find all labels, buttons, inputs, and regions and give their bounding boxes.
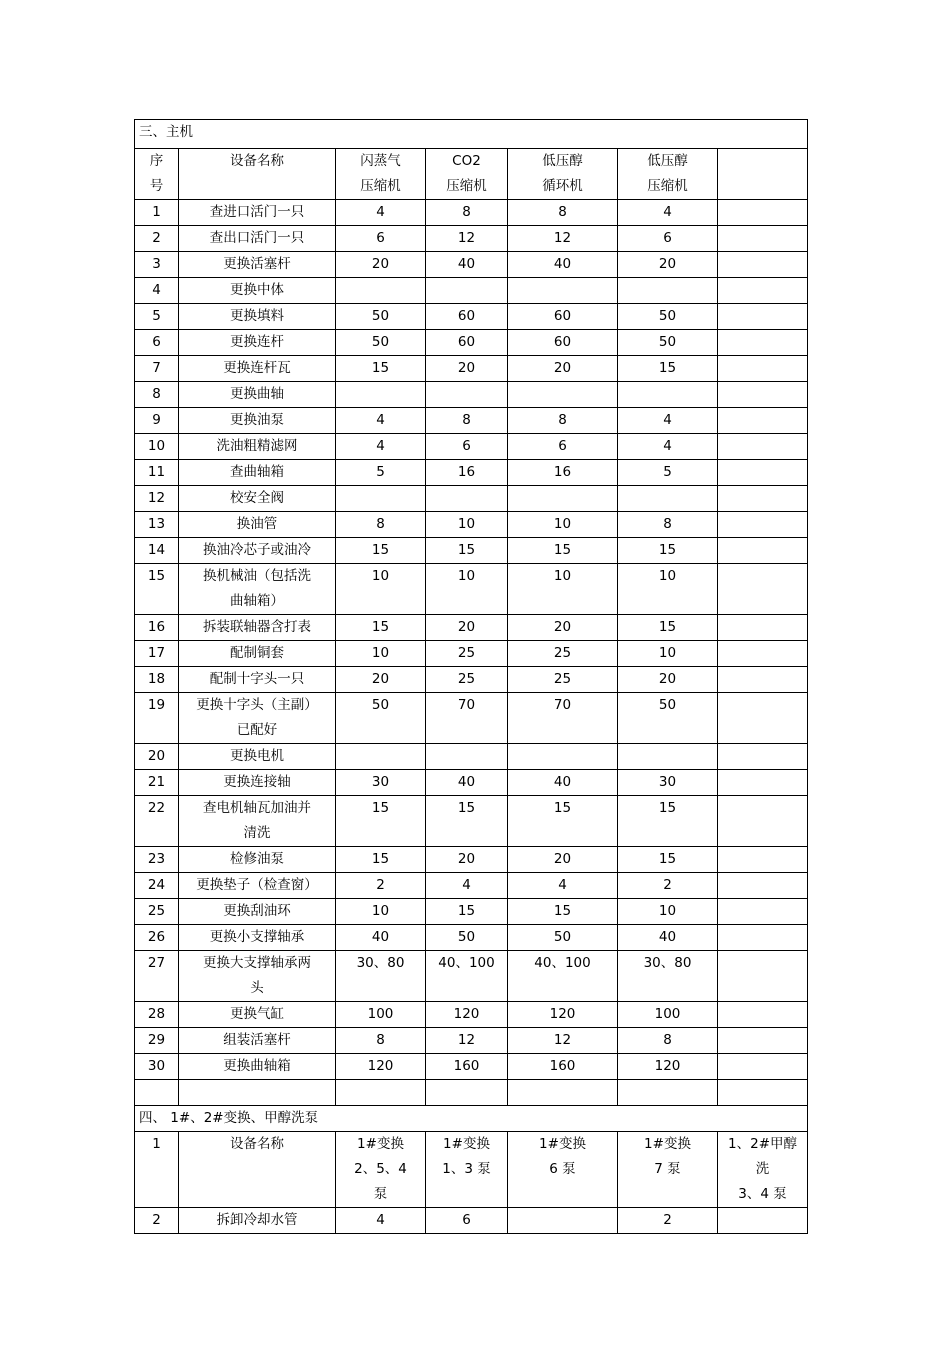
col1-cell: 120	[336, 1054, 426, 1080]
col5-cell	[718, 873, 808, 899]
col1-cell: 10	[336, 899, 426, 925]
col3-cell: 8	[508, 200, 618, 226]
col1-cell: 15	[336, 356, 426, 382]
col3-cell: 10	[508, 512, 618, 538]
col4-cell: 50	[618, 330, 718, 356]
seq-cell: 19	[135, 693, 179, 744]
equipment-name-cell: 校安全阀	[179, 486, 336, 512]
col3-cell: 15	[508, 538, 618, 564]
section-4-title: 四、 1#、2#变换、甲醇洗泵	[135, 1106, 808, 1132]
col2-cell: 6	[426, 1208, 508, 1234]
table-row	[135, 512, 808, 538]
col2-cell: 15	[426, 899, 508, 925]
col2-cell: 25	[426, 667, 508, 693]
col3-cell	[508, 382, 618, 408]
col3-cell: 60	[508, 304, 618, 330]
table-row	[135, 226, 808, 252]
col2-cell: 40、100	[426, 951, 508, 1002]
col5-cell	[718, 486, 808, 512]
equipment-name-cell: 更换连杆	[179, 330, 336, 356]
col4-cell: 8	[618, 1028, 718, 1054]
col4-cell: 120	[618, 1054, 718, 1080]
equipment-name-cell: 查进口活门一只	[179, 200, 336, 226]
seq-cell: 3	[135, 252, 179, 278]
col3-cell: 1#变换 6 泵	[508, 1132, 618, 1208]
col4-cell: 15	[618, 847, 718, 873]
col2-cell: 16	[426, 460, 508, 486]
col5-cell	[718, 460, 808, 486]
col2-cell: 40	[426, 770, 508, 796]
seq-cell: 27	[135, 951, 179, 1002]
col4-cell: 10	[618, 899, 718, 925]
equipment-name-cell: 拆装联轴器含打表	[179, 615, 336, 641]
col2-cell: 60	[426, 330, 508, 356]
col3-cell: 40、100	[508, 951, 618, 1002]
col5-cell	[718, 356, 808, 382]
equipment-name-cell: 更换小支撑轴承	[179, 925, 336, 951]
col5-cell	[718, 847, 808, 873]
table-row	[135, 252, 808, 278]
col2-cell	[426, 1080, 508, 1106]
col1-cell	[336, 278, 426, 304]
seq-cell	[135, 1080, 179, 1106]
col3-cell: 25	[508, 667, 618, 693]
seq-cell: 17	[135, 641, 179, 667]
col3-cell	[508, 1208, 618, 1234]
seq-cell: 29	[135, 1028, 179, 1054]
seq-cell: 2	[135, 226, 179, 252]
col4-cell: 30	[618, 770, 718, 796]
col3-cell	[508, 278, 618, 304]
seq-cell: 14	[135, 538, 179, 564]
col3-cell: 8	[508, 408, 618, 434]
seq-cell: 7	[135, 356, 179, 382]
equipment-name-cell: 更换气缸	[179, 1002, 336, 1028]
col2-cell: 8	[426, 200, 508, 226]
col2-cell: 60	[426, 304, 508, 330]
col1-cell: 4	[336, 200, 426, 226]
seq-cell: 1	[135, 200, 179, 226]
col3-cell: 40	[508, 252, 618, 278]
table-row	[135, 847, 808, 873]
equipment-name-cell: 检修油泵	[179, 847, 336, 873]
col1-cell: 10	[336, 564, 426, 615]
col3-cell: 120	[508, 1002, 618, 1028]
seq-cell: 10	[135, 434, 179, 460]
col5-cell	[718, 1080, 808, 1106]
equipment-name-cell: 更换连杆瓦	[179, 356, 336, 382]
seq-cell: 22	[135, 796, 179, 847]
equipment-name-cell: 更换曲轴箱	[179, 1054, 336, 1080]
equipment-name-cell: 设备名称	[179, 1132, 336, 1208]
col3-cell: 低压醇 循环机	[508, 149, 618, 200]
maintenance-table	[134, 119, 808, 1234]
col2-cell: 1#变换 1、3 泵	[426, 1132, 508, 1208]
table-row	[135, 925, 808, 951]
col5-cell	[718, 1002, 808, 1028]
col1-cell: 4	[336, 434, 426, 460]
col2-cell: 25	[426, 641, 508, 667]
seq-cell: 18	[135, 667, 179, 693]
col3-cell: 160	[508, 1054, 618, 1080]
col2-cell: 12	[426, 226, 508, 252]
col5-cell	[718, 899, 808, 925]
col5-cell	[718, 925, 808, 951]
table-row	[135, 641, 808, 667]
col2-cell: 20	[426, 847, 508, 873]
col1-cell	[336, 382, 426, 408]
table-row	[135, 304, 808, 330]
col5-cell	[718, 278, 808, 304]
col5-cell	[718, 149, 808, 200]
seq-cell: 4	[135, 278, 179, 304]
col1-cell: 50	[336, 693, 426, 744]
col4-cell: 10	[618, 641, 718, 667]
equipment-name-cell: 查电机轴瓦加油并 清洗	[179, 796, 336, 847]
section-3-header-row	[135, 149, 808, 200]
table-row	[135, 899, 808, 925]
col5-cell	[718, 200, 808, 226]
equipment-name-cell	[179, 1080, 336, 1106]
col4-cell	[618, 382, 718, 408]
col1-cell: 15	[336, 538, 426, 564]
col2-cell: 10	[426, 512, 508, 538]
table-row	[135, 1208, 808, 1234]
col1-cell: 30	[336, 770, 426, 796]
col5-cell	[718, 770, 808, 796]
table-row	[135, 382, 808, 408]
col4-cell	[618, 278, 718, 304]
col4-cell: 15	[618, 796, 718, 847]
col2-cell: 15	[426, 538, 508, 564]
seq-cell: 5	[135, 304, 179, 330]
col2-cell: CO2 压缩机	[426, 149, 508, 200]
col5-cell	[718, 796, 808, 847]
col3-cell	[508, 1080, 618, 1106]
section-4-header-row	[135, 1132, 808, 1208]
col4-cell: 4	[618, 200, 718, 226]
seq-cell: 15	[135, 564, 179, 615]
col5-cell	[718, 667, 808, 693]
table-row	[135, 278, 808, 304]
col3-cell: 16	[508, 460, 618, 486]
col2-cell: 50	[426, 925, 508, 951]
col4-cell: 2	[618, 1208, 718, 1234]
table-row	[135, 744, 808, 770]
table-row	[135, 770, 808, 796]
equipment-name-cell: 换机械油（包括洗 曲轴箱）	[179, 564, 336, 615]
col4-cell: 1#变换 7 泵	[618, 1132, 718, 1208]
col3-cell: 70	[508, 693, 618, 744]
col2-cell: 15	[426, 796, 508, 847]
col5-cell	[718, 744, 808, 770]
col5-cell	[718, 641, 808, 667]
seq-cell: 6	[135, 330, 179, 356]
col1-cell: 100	[336, 1002, 426, 1028]
col4-cell: 20	[618, 667, 718, 693]
equipment-name-cell: 拆卸冷却水管	[179, 1208, 336, 1234]
col5-cell	[718, 512, 808, 538]
col3-cell: 10	[508, 564, 618, 615]
table-row	[135, 667, 808, 693]
col3-cell: 20	[508, 615, 618, 641]
col1-cell: 20	[336, 667, 426, 693]
col1-cell	[336, 1080, 426, 1106]
col1-cell: 40	[336, 925, 426, 951]
equipment-name-cell: 更换连接轴	[179, 770, 336, 796]
col5-cell	[718, 951, 808, 1002]
seq-cell: 28	[135, 1002, 179, 1028]
col2-cell: 4	[426, 873, 508, 899]
equipment-name-cell: 更换油泵	[179, 408, 336, 434]
seq-cell: 2	[135, 1208, 179, 1234]
col4-cell	[618, 1080, 718, 1106]
equipment-name-cell: 换油冷芯子或油冷	[179, 538, 336, 564]
col2-cell: 8	[426, 408, 508, 434]
equipment-name-cell: 更换填料	[179, 304, 336, 330]
col2-cell	[426, 744, 508, 770]
col1-cell: 15	[336, 796, 426, 847]
col4-cell: 5	[618, 460, 718, 486]
col1-cell: 1#变换 2、5、4 泵	[336, 1132, 426, 1208]
col5-cell	[718, 226, 808, 252]
col3-cell: 15	[508, 899, 618, 925]
seq-cell: 9	[135, 408, 179, 434]
col4-cell: 2	[618, 873, 718, 899]
table-row	[135, 564, 808, 615]
col2-cell: 10	[426, 564, 508, 615]
equipment-name-cell: 更换刮油环	[179, 899, 336, 925]
col1-cell: 20	[336, 252, 426, 278]
col1-cell: 15	[336, 847, 426, 873]
col4-cell: 100	[618, 1002, 718, 1028]
equipment-name-cell: 更换大支撑轴承两 头	[179, 951, 336, 1002]
col3-cell: 60	[508, 330, 618, 356]
table-row	[135, 408, 808, 434]
col2-cell	[426, 382, 508, 408]
equipment-name-cell: 更换曲轴	[179, 382, 336, 408]
col4-cell: 20	[618, 252, 718, 278]
table-row	[135, 538, 808, 564]
col4-cell: 15	[618, 538, 718, 564]
col1-cell: 6	[336, 226, 426, 252]
col1-cell: 4	[336, 1208, 426, 1234]
col2-cell: 120	[426, 1002, 508, 1028]
col5-cell	[718, 693, 808, 744]
col3-cell: 50	[508, 925, 618, 951]
col5-cell	[718, 408, 808, 434]
table-row	[135, 330, 808, 356]
col2-cell: 20	[426, 615, 508, 641]
col1-cell: 15	[336, 615, 426, 641]
col3-cell: 20	[508, 847, 618, 873]
col2-cell	[426, 278, 508, 304]
col4-cell: 6	[618, 226, 718, 252]
seq-cell: 序 号	[135, 149, 179, 200]
col5-cell	[718, 1028, 808, 1054]
col3-cell	[508, 744, 618, 770]
equipment-name-cell: 设备名称	[179, 149, 336, 200]
col4-cell: 50	[618, 693, 718, 744]
col3-cell: 25	[508, 641, 618, 667]
table-row	[135, 356, 808, 382]
col2-cell	[426, 486, 508, 512]
table-row	[135, 486, 808, 512]
col5-cell	[718, 1208, 808, 1234]
col1-cell: 50	[336, 330, 426, 356]
col4-cell: 15	[618, 356, 718, 382]
col2-cell: 12	[426, 1028, 508, 1054]
col4-cell: 4	[618, 434, 718, 460]
col3-cell: 12	[508, 1028, 618, 1054]
col4-cell	[618, 486, 718, 512]
col5-cell	[718, 382, 808, 408]
col2-cell: 6	[426, 434, 508, 460]
col5-cell	[718, 1054, 808, 1080]
equipment-name-cell: 洗油粗精滤网	[179, 434, 336, 460]
col3-cell: 15	[508, 796, 618, 847]
col1-cell: 8	[336, 1028, 426, 1054]
equipment-name-cell: 查曲轴箱	[179, 460, 336, 486]
col1-cell: 5	[336, 460, 426, 486]
col4-cell	[618, 744, 718, 770]
col4-cell: 低压醇 压缩机	[618, 149, 718, 200]
col1-cell	[336, 486, 426, 512]
col4-cell: 4	[618, 408, 718, 434]
col1-cell: 10	[336, 641, 426, 667]
col1-cell: 2	[336, 873, 426, 899]
col1-cell: 50	[336, 304, 426, 330]
section-3-title: 三、主机	[135, 120, 808, 149]
table-row	[135, 615, 808, 641]
equipment-name-cell: 组装活塞杆	[179, 1028, 336, 1054]
section-3-title-row	[135, 120, 808, 149]
seq-cell: 24	[135, 873, 179, 899]
equipment-name-cell: 更换垫子（检查窗）	[179, 873, 336, 899]
equipment-name-cell: 更换电机	[179, 744, 336, 770]
seq-cell: 25	[135, 899, 179, 925]
table-row	[135, 1028, 808, 1054]
seq-cell: 8	[135, 382, 179, 408]
table-row	[135, 693, 808, 744]
table-row	[135, 1080, 808, 1106]
col5-cell	[718, 304, 808, 330]
col3-cell: 12	[508, 226, 618, 252]
col4-cell: 8	[618, 512, 718, 538]
col4-cell: 15	[618, 615, 718, 641]
col1-cell	[336, 744, 426, 770]
seq-cell: 26	[135, 925, 179, 951]
table-row	[135, 873, 808, 899]
col4-cell: 50	[618, 304, 718, 330]
seq-cell: 13	[135, 512, 179, 538]
col4-cell: 30、80	[618, 951, 718, 1002]
seq-cell: 21	[135, 770, 179, 796]
seq-cell: 1	[135, 1132, 179, 1208]
col5-cell	[718, 434, 808, 460]
col5-cell	[718, 252, 808, 278]
col3-cell: 4	[508, 873, 618, 899]
col5-cell	[718, 538, 808, 564]
table-row	[135, 1054, 808, 1080]
col2-cell: 40	[426, 252, 508, 278]
seq-cell: 23	[135, 847, 179, 873]
seq-cell: 30	[135, 1054, 179, 1080]
col2-cell: 160	[426, 1054, 508, 1080]
col1-cell: 30、80	[336, 951, 426, 1002]
seq-cell: 16	[135, 615, 179, 641]
equipment-name-cell: 更换中体	[179, 278, 336, 304]
section-4-title-row	[135, 1106, 808, 1132]
seq-cell: 20	[135, 744, 179, 770]
col1-cell: 4	[336, 408, 426, 434]
equipment-name-cell: 更换活塞杆	[179, 252, 336, 278]
col5-cell: 1、2#甲醇 洗 3、4 泵	[718, 1132, 808, 1208]
col3-cell: 6	[508, 434, 618, 460]
col1-cell: 8	[336, 512, 426, 538]
col1-cell: 闪蒸气 压缩机	[336, 149, 426, 200]
table-row	[135, 796, 808, 847]
equipment-name-cell: 查出口活门一只	[179, 226, 336, 252]
equipment-name-cell: 换油管	[179, 512, 336, 538]
equipment-name-cell: 更换十字头（主副） 已配好	[179, 693, 336, 744]
seq-cell: 12	[135, 486, 179, 512]
table-row	[135, 951, 808, 1002]
table-row	[135, 200, 808, 226]
table-row	[135, 460, 808, 486]
col3-cell	[508, 486, 618, 512]
col4-cell: 40	[618, 925, 718, 951]
col2-cell: 70	[426, 693, 508, 744]
col2-cell: 20	[426, 356, 508, 382]
col5-cell	[718, 615, 808, 641]
seq-cell: 11	[135, 460, 179, 486]
equipment-name-cell: 配制十字头一只	[179, 667, 336, 693]
col5-cell	[718, 564, 808, 615]
table-row	[135, 434, 808, 460]
col3-cell: 20	[508, 356, 618, 382]
table-row	[135, 1002, 808, 1028]
col5-cell	[718, 330, 808, 356]
col3-cell: 40	[508, 770, 618, 796]
equipment-name-cell: 配制铜套	[179, 641, 336, 667]
col4-cell: 10	[618, 564, 718, 615]
